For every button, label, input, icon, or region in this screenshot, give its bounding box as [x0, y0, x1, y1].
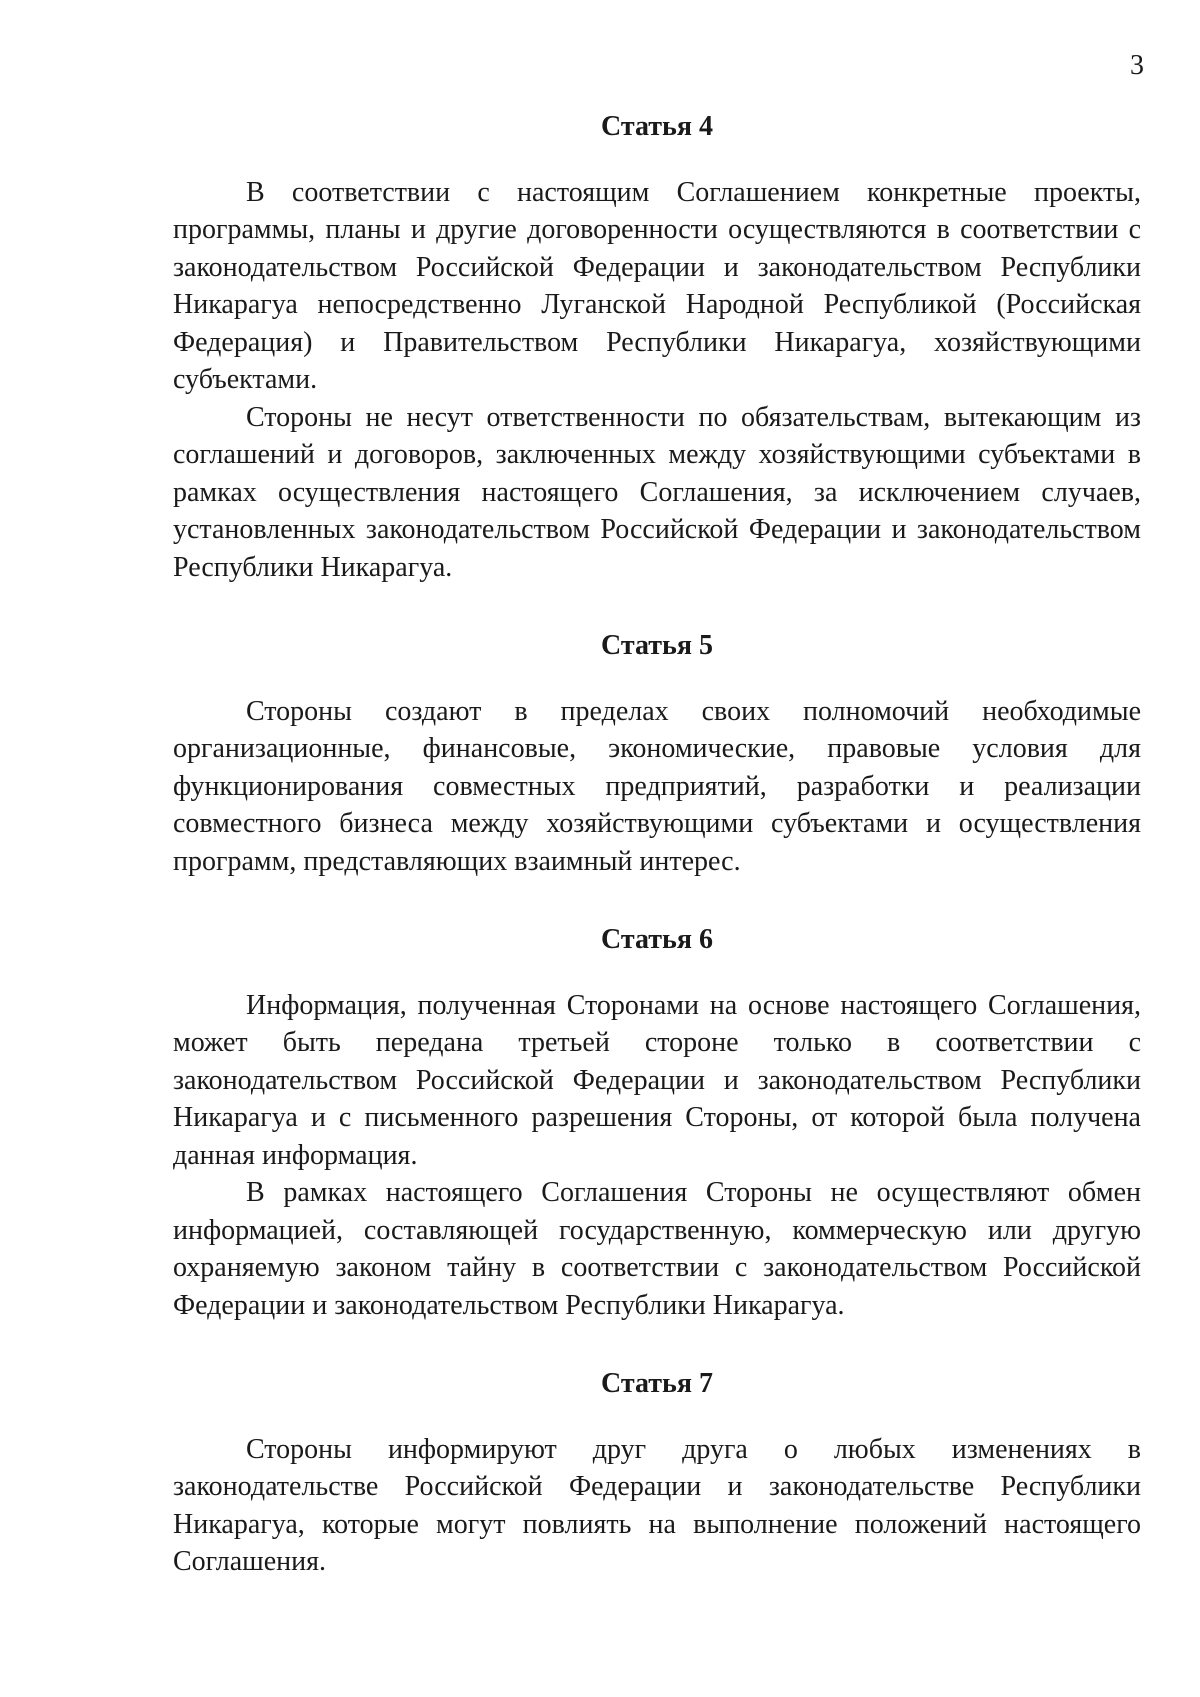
article-paragraph: Стороны не несут ответственности по обязательствам, вытекающим из соглашений и договоров, заключенных между хозяйствующими субъектами в рамках осуществления настоящего Соглашения, за исключением случаев, установленных законодательством Российской Федерации и законодательством Республики Никарагуа. — [173, 401, 1141, 583]
article-paragraph: Стороны создают в пределах своих полномочий необходимые организационные, финансовые, экономические, правовые условия для функционирования совместных предприятий, разработки и реализации совместного бизнеса между хозяйствующими субъектами и осуществления программ, представляющих взаимный интерес. — [173, 695, 1141, 877]
article-heading: Статья 5 — [601, 630, 713, 662]
article-4 — [173, 110, 1141, 586]
article-heading: Статья 6 — [601, 924, 713, 956]
article-5 — [173, 629, 1141, 880]
article-6 — [173, 923, 1141, 1324]
article-heading: Статья 4 — [601, 111, 713, 142]
article-7 — [173, 1367, 1141, 1581]
page-number: 3 — [1130, 50, 1144, 81]
article-paragraph: Стороны информируют друг друга о любых изменениях в законодательстве Российской Федерации и законодательстве Республики Никарагуа, которые могут повлиять на выполнение положений настоящего Соглашения. — [173, 1433, 1141, 1578]
article-heading: Статья 7 — [601, 1368, 713, 1400]
document-body — [173, 110, 1141, 1625]
article-paragraph: В рамках настоящего Соглашения Стороны не осуществляют обмен информацией, составляющей государственную, коммерческую или другую охраняемую законом тайну в соответствии с законодательством Российской Федерации и законодательством Республики Никарагуа. — [173, 1177, 1141, 1321]
article-paragraph: В соответствии с настоящим Соглашением конкретные проекты, программы, планы и другие договоренности осуществляются в соответствии с законодательством Российской Федерации и законодательством Республики Никарагуа непосредственно Луганской Народной Республикой (Российская Федерация) и Правительством Республики Никарагуа, хозяйствующими субъектами. — [173, 176, 1141, 396]
article-paragraph: Информация, полученная Сторонами на основе настоящего Соглашения, может быть передана третьей стороне только в соответствии с законодательством Российской Федерации и законодательством Республики Никарагуа и с письменного разрешения Стороны, от которой была получена данная информация. — [173, 989, 1141, 1171]
